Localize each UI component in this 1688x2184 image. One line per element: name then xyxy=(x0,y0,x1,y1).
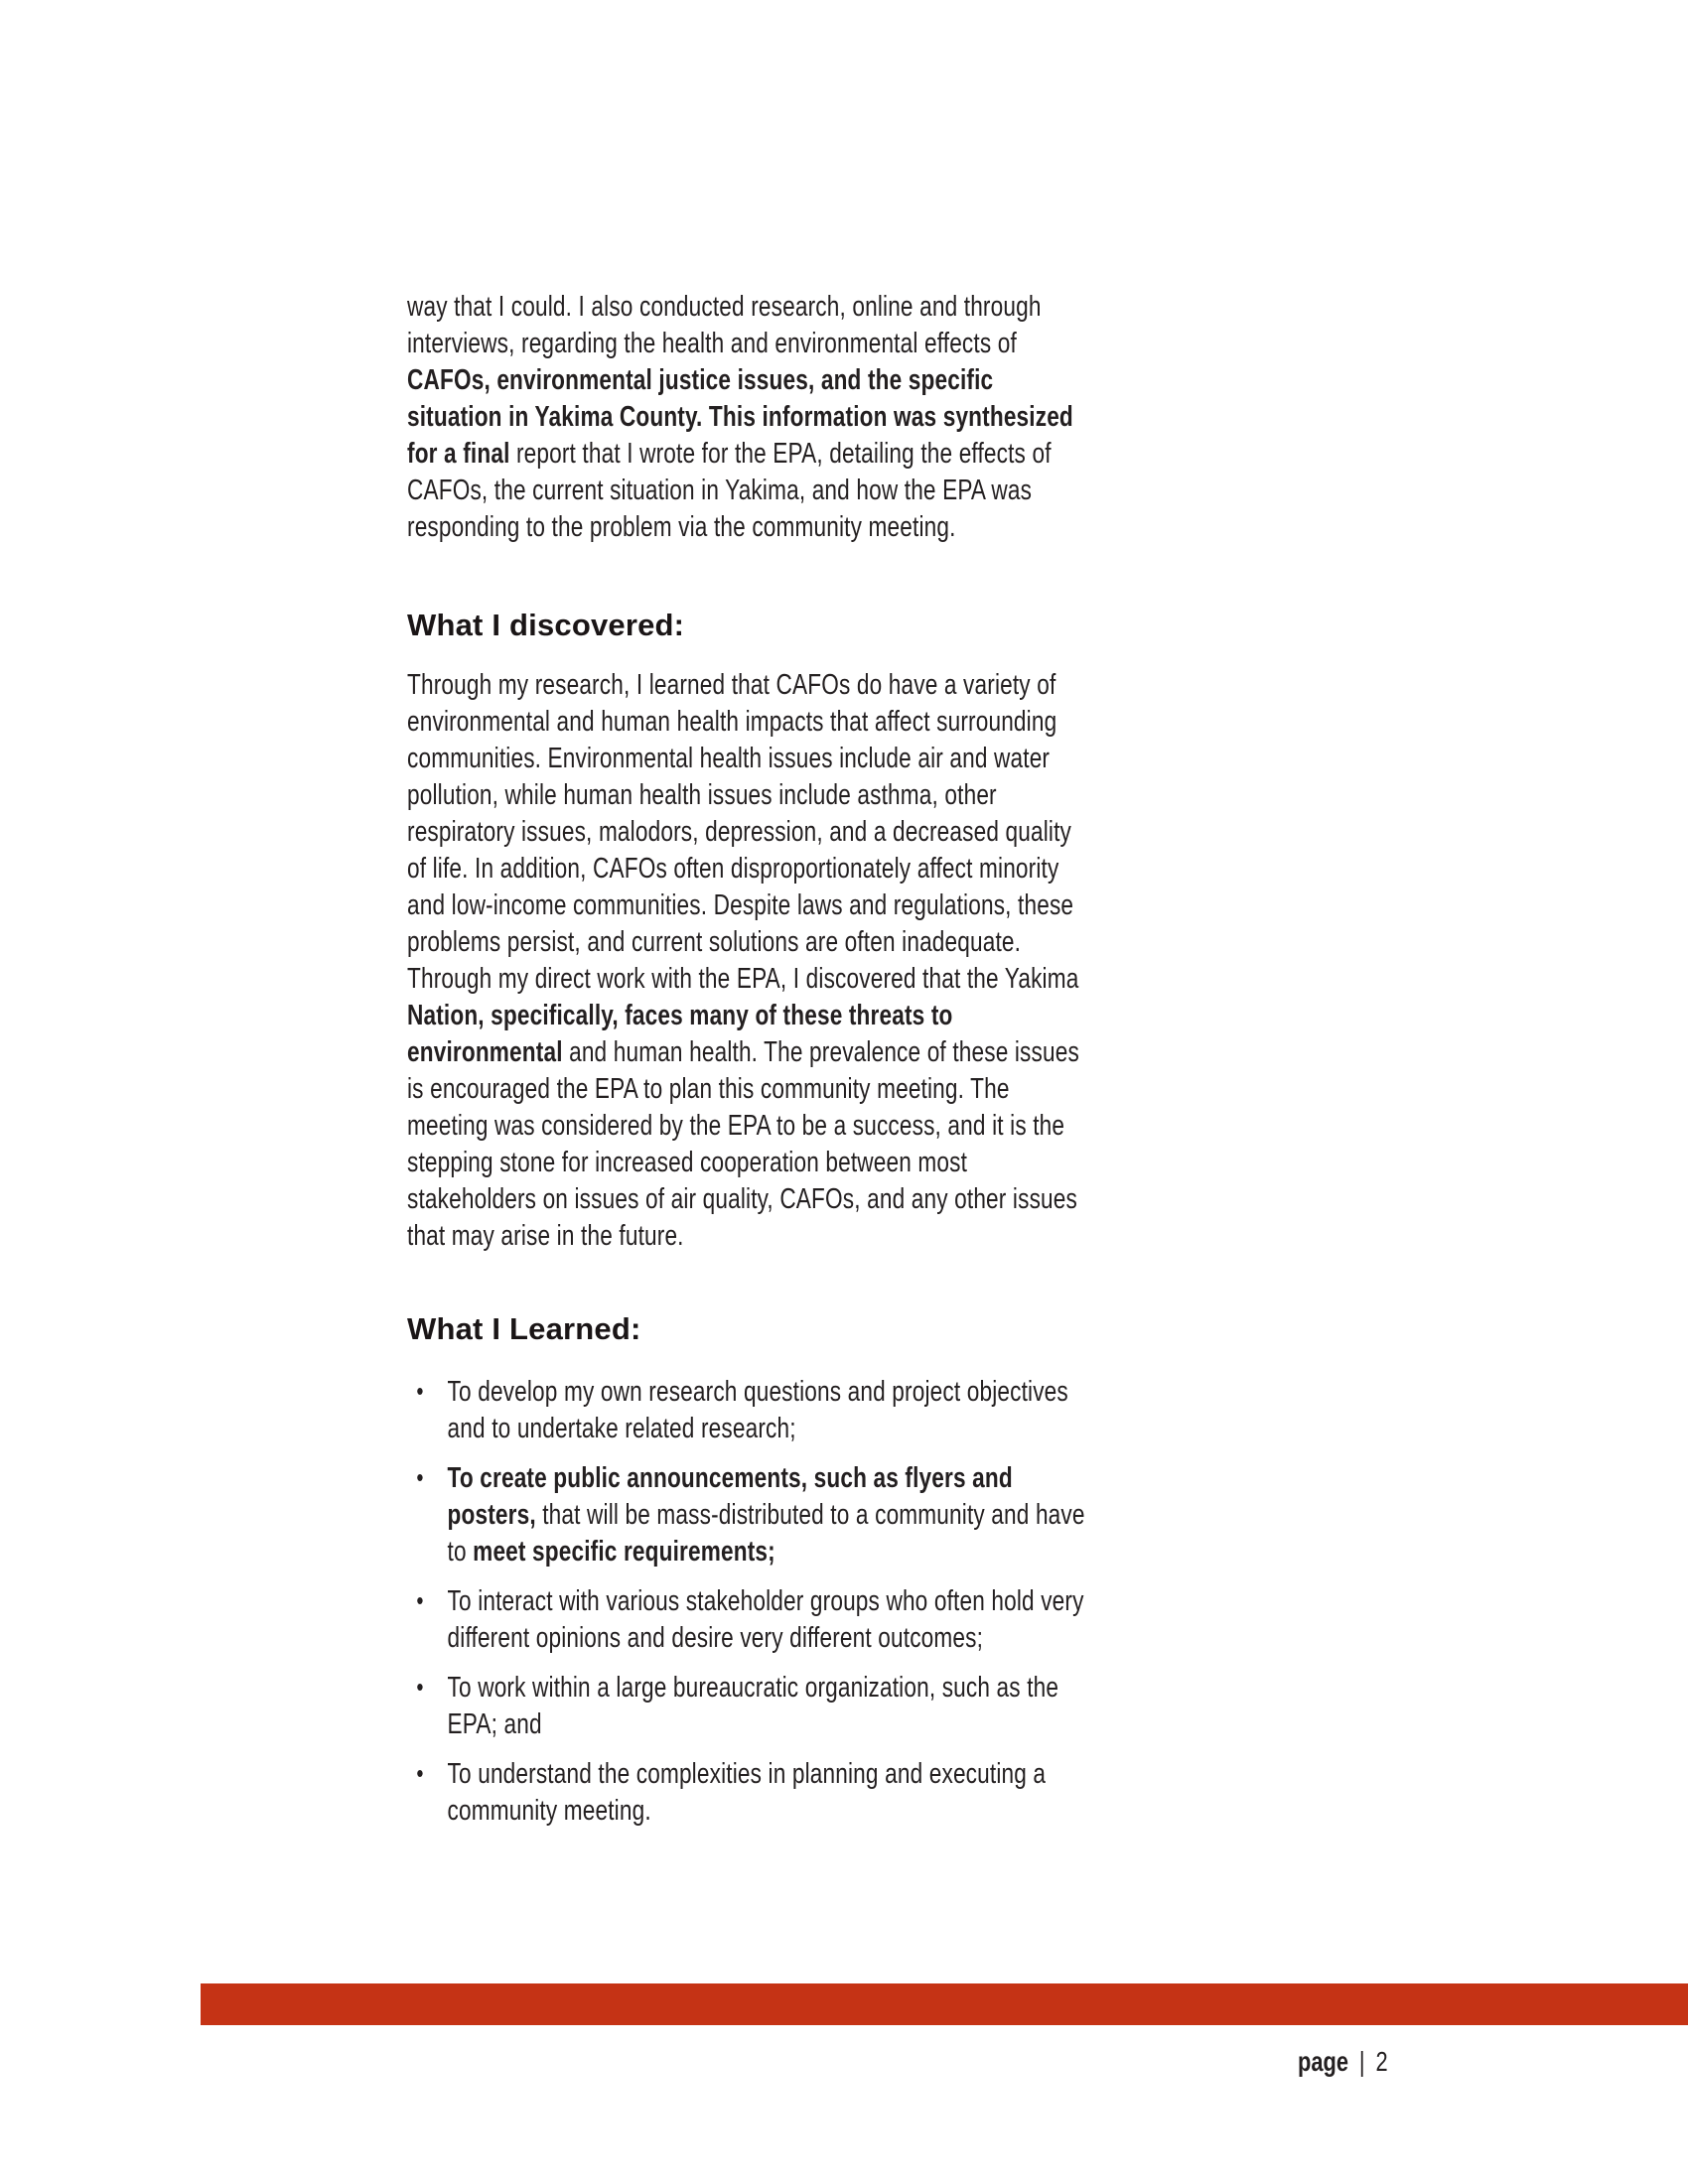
list-item-text: that will be mass-distributed to a community and have to xyxy=(447,1499,1085,1568)
intro-run-1: way that I could. I also conducted research, online and through interviews, regarding the health and environmental effects of xyxy=(407,291,1042,359)
bullet-icon: • xyxy=(416,1758,424,1788)
section-heading-discovered: What I discovered: xyxy=(407,608,685,642)
discovered-run-2-bold: Nation, specifically, faces many of these threats to environmental xyxy=(407,1000,953,1068)
list-item-text: To interact with various stakeholder groups who often hold very different opinions and desire very different outcomes; xyxy=(447,1585,1084,1654)
learned-list xyxy=(407,1374,1092,1830)
intro-paragraph xyxy=(407,289,1092,546)
page-footer xyxy=(1298,2045,1688,2079)
bullet-icon: • xyxy=(416,1462,424,1492)
bullet-icon: • xyxy=(416,1585,424,1615)
intro-run-3: report that I wrote for the EPA, detailing the effects of CAFOs, the current situation in Yakima, and how the EPA was responding to the problem via the community meeting. xyxy=(407,438,1052,543)
bullet-icon: • xyxy=(416,1376,424,1406)
list-item-text-bold: meet specific requirements; xyxy=(473,1536,775,1568)
discovered-paragraph xyxy=(407,667,1092,1255)
footer-page-label: page xyxy=(1298,2046,1348,2077)
bullet-icon: • xyxy=(416,1672,424,1702)
accent-bar xyxy=(201,1983,1688,2025)
content-column xyxy=(407,289,1092,1843)
list-item-text-bold: To create public announcements, such as flyers and posters, xyxy=(447,1462,1013,1531)
section-heading-learned: What I Learned: xyxy=(407,1311,641,1346)
footer-separator: | xyxy=(1358,2046,1365,2077)
list-item-text: To understand the complexities in planning and executing a community meeting. xyxy=(447,1758,1047,1827)
list-item-public-announcements xyxy=(407,1460,1092,1570)
list-item-bureaucratic-organization xyxy=(407,1670,1092,1743)
list-item-stakeholder-groups xyxy=(407,1583,1092,1657)
list-item-develop-research xyxy=(407,1374,1092,1447)
discovered-run-3: and human health. The prevalence of these issues is encouraged the EPA to plan this community meeting. The meeting was considered by the EPA to be a success, and it is the stepping stone for increased cooperation between most stakeholders on issues of air quality, CAFOs, and any other issues that may arise in the future. xyxy=(407,1036,1079,1252)
discovered-run-1: Through my research, I learned that CAFOs do have a variety of environmental and human health impacts that affect surrounding communities. Environmental health issues include air and water pollution, while human health issues include asthma, other respiratory issues, malodors, depression, and a decreased quality of life. In addition, CAFOs often disproportionately affect minority and low-income communities. Despite laws and regulations, these problems persist, and current solutions are often inadequate. Through my direct work with the EPA, I discovered that the Yakima xyxy=(407,669,1079,995)
list-item-community-meeting xyxy=(407,1756,1092,1830)
footer-page-number: 2 xyxy=(1375,2046,1388,2077)
list-item-text: To develop my own research questions and project objectives and to undertake related research; xyxy=(447,1376,1068,1444)
list-item-text: To work within a large bureaucratic organization, such as the EPA; and xyxy=(447,1672,1059,1740)
intro-run-2-bold: CAFOs, environmental justice issues, and the specific situation in Yakima County. This information was synthesized for a final xyxy=(407,364,1073,470)
